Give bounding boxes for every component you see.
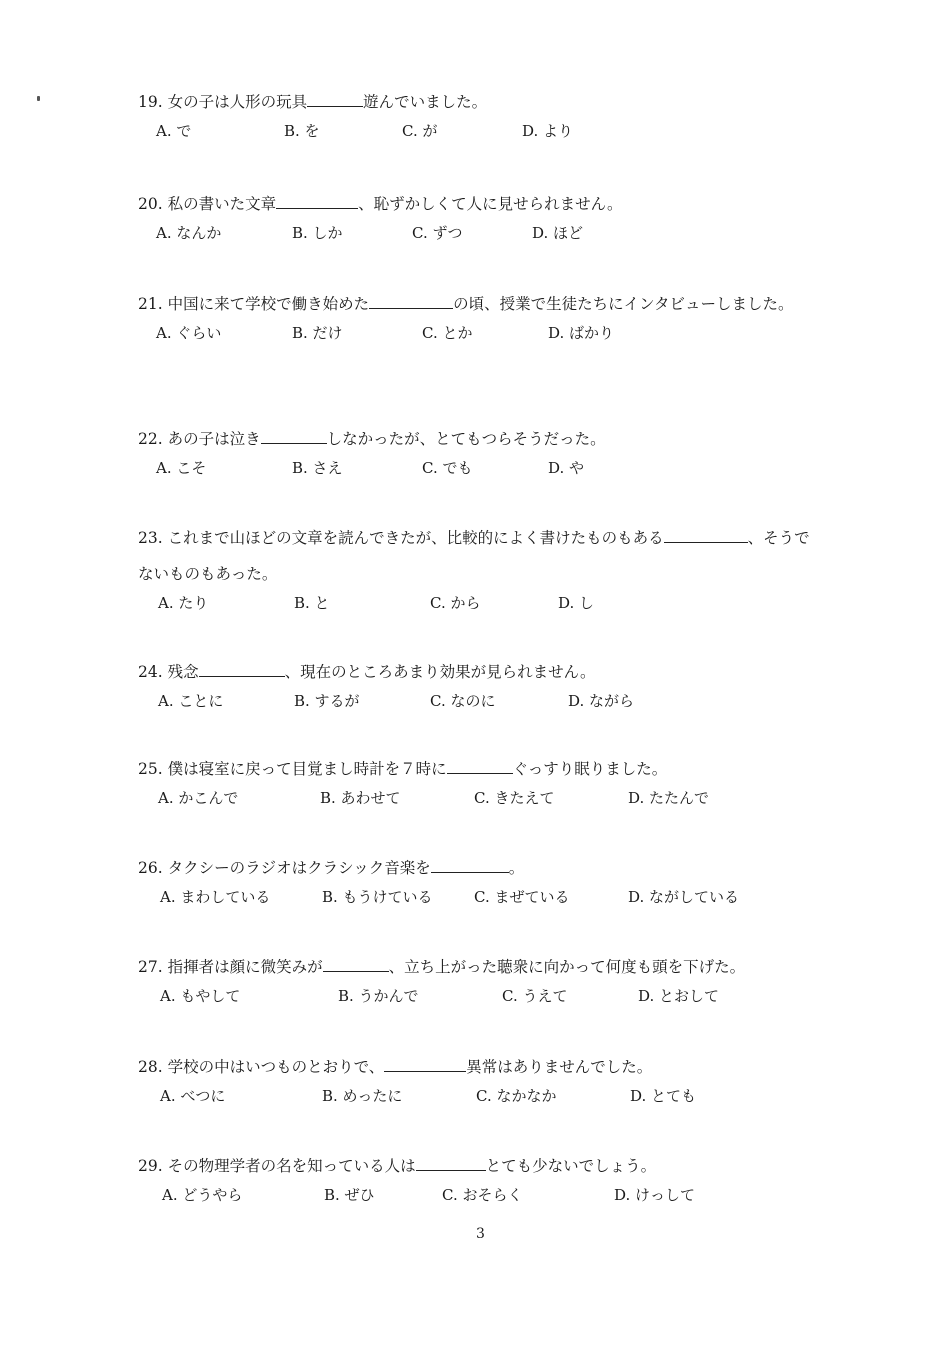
question-24 (138, 654, 838, 720)
question-number: 21. (138, 295, 163, 313)
stem-before-blank: その物理学者の名を知っている人は (167, 1157, 416, 1175)
option-c[interactable]: C. ずつ (412, 224, 463, 242)
options (138, 120, 838, 150)
option-b[interactable]: B. しか (292, 224, 343, 242)
options (138, 457, 838, 487)
stem-after-blank: 異常はありませんでした。 (466, 1058, 653, 1076)
stem-after-blank: の頃、授業で生徒たちにインタビューしました。 (453, 295, 794, 313)
stem-before-blank: 残念 (167, 663, 199, 681)
stem-after-blank: 遊んでいました。 (363, 93, 488, 111)
answer-blank (261, 428, 327, 444)
option-a[interactable]: A. ぐらい (156, 324, 222, 342)
stem-after-blank: 、恥ずかしくて人に見せられません。 (358, 195, 623, 213)
answer-blank (276, 193, 358, 209)
option-a[interactable]: A. ことに (158, 692, 224, 710)
answer-blank (323, 956, 389, 972)
question-27 (138, 949, 838, 1015)
question-number: 27. (138, 958, 163, 976)
option-c[interactable]: C. おそらく (442, 1186, 523, 1204)
option-d[interactable]: D. とても (630, 1087, 697, 1105)
option-c[interactable]: C. でも (422, 459, 473, 477)
option-c[interactable]: C. まぜている (474, 888, 570, 906)
question-stem (138, 654, 838, 690)
option-a[interactable]: A. べつに (160, 1087, 226, 1105)
question-number: 19. (138, 93, 163, 111)
options (138, 787, 838, 817)
option-d[interactable]: D. とおして (638, 987, 720, 1005)
option-b[interactable]: B. だけ (292, 324, 343, 342)
stem-before-blank: あの子は泣き (167, 430, 261, 448)
question-stem (138, 520, 813, 592)
question-number: 20. (138, 195, 163, 213)
question-stem (138, 949, 838, 985)
stem-before-blank: 僕は寝室に戻って目覚まし時計を７時に (167, 760, 447, 778)
question-stem (138, 751, 838, 787)
option-b[interactable]: B. うかんで (338, 987, 419, 1005)
question-28 (138, 1049, 838, 1115)
question-stem (138, 286, 828, 322)
option-d[interactable]: D. たたんで (628, 789, 710, 807)
question-number: 25. (138, 760, 163, 778)
option-a[interactable]: A. なんか (156, 224, 222, 242)
option-d[interactable]: D. ながしている (628, 888, 740, 906)
question-number: 22. (138, 430, 163, 448)
option-a[interactable]: A. かこんで (158, 789, 239, 807)
stem-after-blank: 。 (508, 859, 525, 877)
options (138, 886, 838, 916)
stem-before-blank: 私の書いた文章 (167, 195, 277, 213)
question-number: 29. (138, 1157, 163, 1175)
answer-blank (431, 857, 509, 873)
answer-blank (307, 91, 363, 107)
stem-before-blank: 指揮者は顔に微笑みが (167, 958, 323, 976)
question-23 (138, 520, 813, 622)
option-c[interactable]: C. なかなか (476, 1087, 557, 1105)
stem-after-blank: 、そうでないものもあった。 (138, 529, 810, 583)
answer-blank (199, 661, 285, 677)
options (138, 1085, 838, 1115)
stem-before-blank: 女の子は人形の玩具 (167, 93, 308, 111)
options (138, 985, 838, 1015)
stem-after-blank: ぐっすり眠りました。 (512, 760, 668, 778)
options (138, 592, 813, 622)
option-d[interactable]: D. ほど (532, 224, 584, 242)
option-c[interactable]: C. が (402, 122, 438, 140)
stem-before-blank: タクシーのラジオはクラシック音楽を (167, 859, 431, 877)
question-stem (138, 186, 838, 222)
option-c[interactable]: C. うえて (502, 987, 568, 1005)
question-25 (138, 751, 838, 817)
option-d[interactable]: D. し (558, 594, 595, 612)
question-19 (138, 84, 838, 150)
scan-speck (37, 96, 40, 101)
option-b[interactable]: B. を (284, 122, 320, 140)
answer-blank (447, 758, 513, 774)
question-stem (138, 421, 838, 457)
option-d[interactable]: D. けっして (614, 1186, 696, 1204)
option-a[interactable]: A. どうやら (162, 1186, 243, 1204)
stem-after-blank: 、現在のところあまり効果が見られません。 (284, 663, 596, 681)
answer-blank (369, 293, 453, 309)
page-number: 3 (476, 1226, 485, 1242)
answer-blank (384, 1056, 466, 1072)
options (138, 322, 828, 352)
stem-after-blank: しなかったが、とてもつらそうだった。 (326, 430, 606, 448)
stem-after-blank: とても少ないでしょう。 (485, 1157, 657, 1175)
question-29 (138, 1148, 838, 1214)
stem-before-blank: 学校の中はいつものとおりで、 (167, 1058, 385, 1076)
option-a[interactable]: A. まわしている (160, 888, 271, 906)
option-c[interactable]: C. きたえて (474, 789, 555, 807)
option-b[interactable]: B. さえ (292, 459, 343, 477)
question-stem (138, 84, 838, 120)
option-b[interactable]: B. もうけている (322, 888, 433, 906)
option-c[interactable]: C. とか (422, 324, 473, 342)
option-c[interactable]: C. なのに (430, 692, 496, 710)
option-a[interactable]: A. たり (158, 594, 209, 612)
option-d[interactable]: D. ながら (568, 692, 635, 710)
option-b[interactable]: B. あわせて (320, 789, 401, 807)
option-a[interactable]: A. で (156, 122, 192, 140)
stem-after-blank: 、立ち上がった聴衆に向かって何度も頭を下げた。 (388, 958, 746, 976)
question-stem (138, 850, 838, 886)
question-number: 28. (138, 1058, 163, 1076)
question-21 (138, 286, 828, 352)
option-b[interactable]: B. と (294, 594, 330, 612)
question-number: 23. (138, 529, 163, 547)
question-20 (138, 186, 838, 252)
option-a[interactable]: A. もやして (160, 987, 241, 1005)
option-d[interactable]: D. ばかり (548, 324, 615, 342)
options (138, 222, 838, 252)
options (138, 690, 838, 720)
option-b[interactable]: B. めったに (322, 1087, 403, 1105)
option-a[interactable]: A. こそ (156, 459, 207, 477)
question-22 (138, 421, 838, 487)
answer-blank (664, 527, 748, 543)
option-d[interactable]: D. より (522, 122, 574, 140)
stem-before-blank: 中国に来て学校で働き始めた (167, 295, 370, 313)
options (138, 1184, 838, 1214)
question-stem (138, 1148, 838, 1184)
question-number: 26. (138, 859, 163, 877)
option-d[interactable]: D. や (548, 459, 585, 477)
option-b[interactable]: B. ぜひ (324, 1186, 375, 1204)
option-c[interactable]: C. から (430, 594, 481, 612)
question-stem (138, 1049, 838, 1085)
stem-before-blank: これまで山ほどの文章を読んできたが、比較的によく書けたものもある (167, 529, 664, 547)
answer-blank (416, 1155, 486, 1171)
option-b[interactable]: B. するが (294, 692, 360, 710)
question-26 (138, 850, 838, 916)
question-number: 24. (138, 663, 163, 681)
